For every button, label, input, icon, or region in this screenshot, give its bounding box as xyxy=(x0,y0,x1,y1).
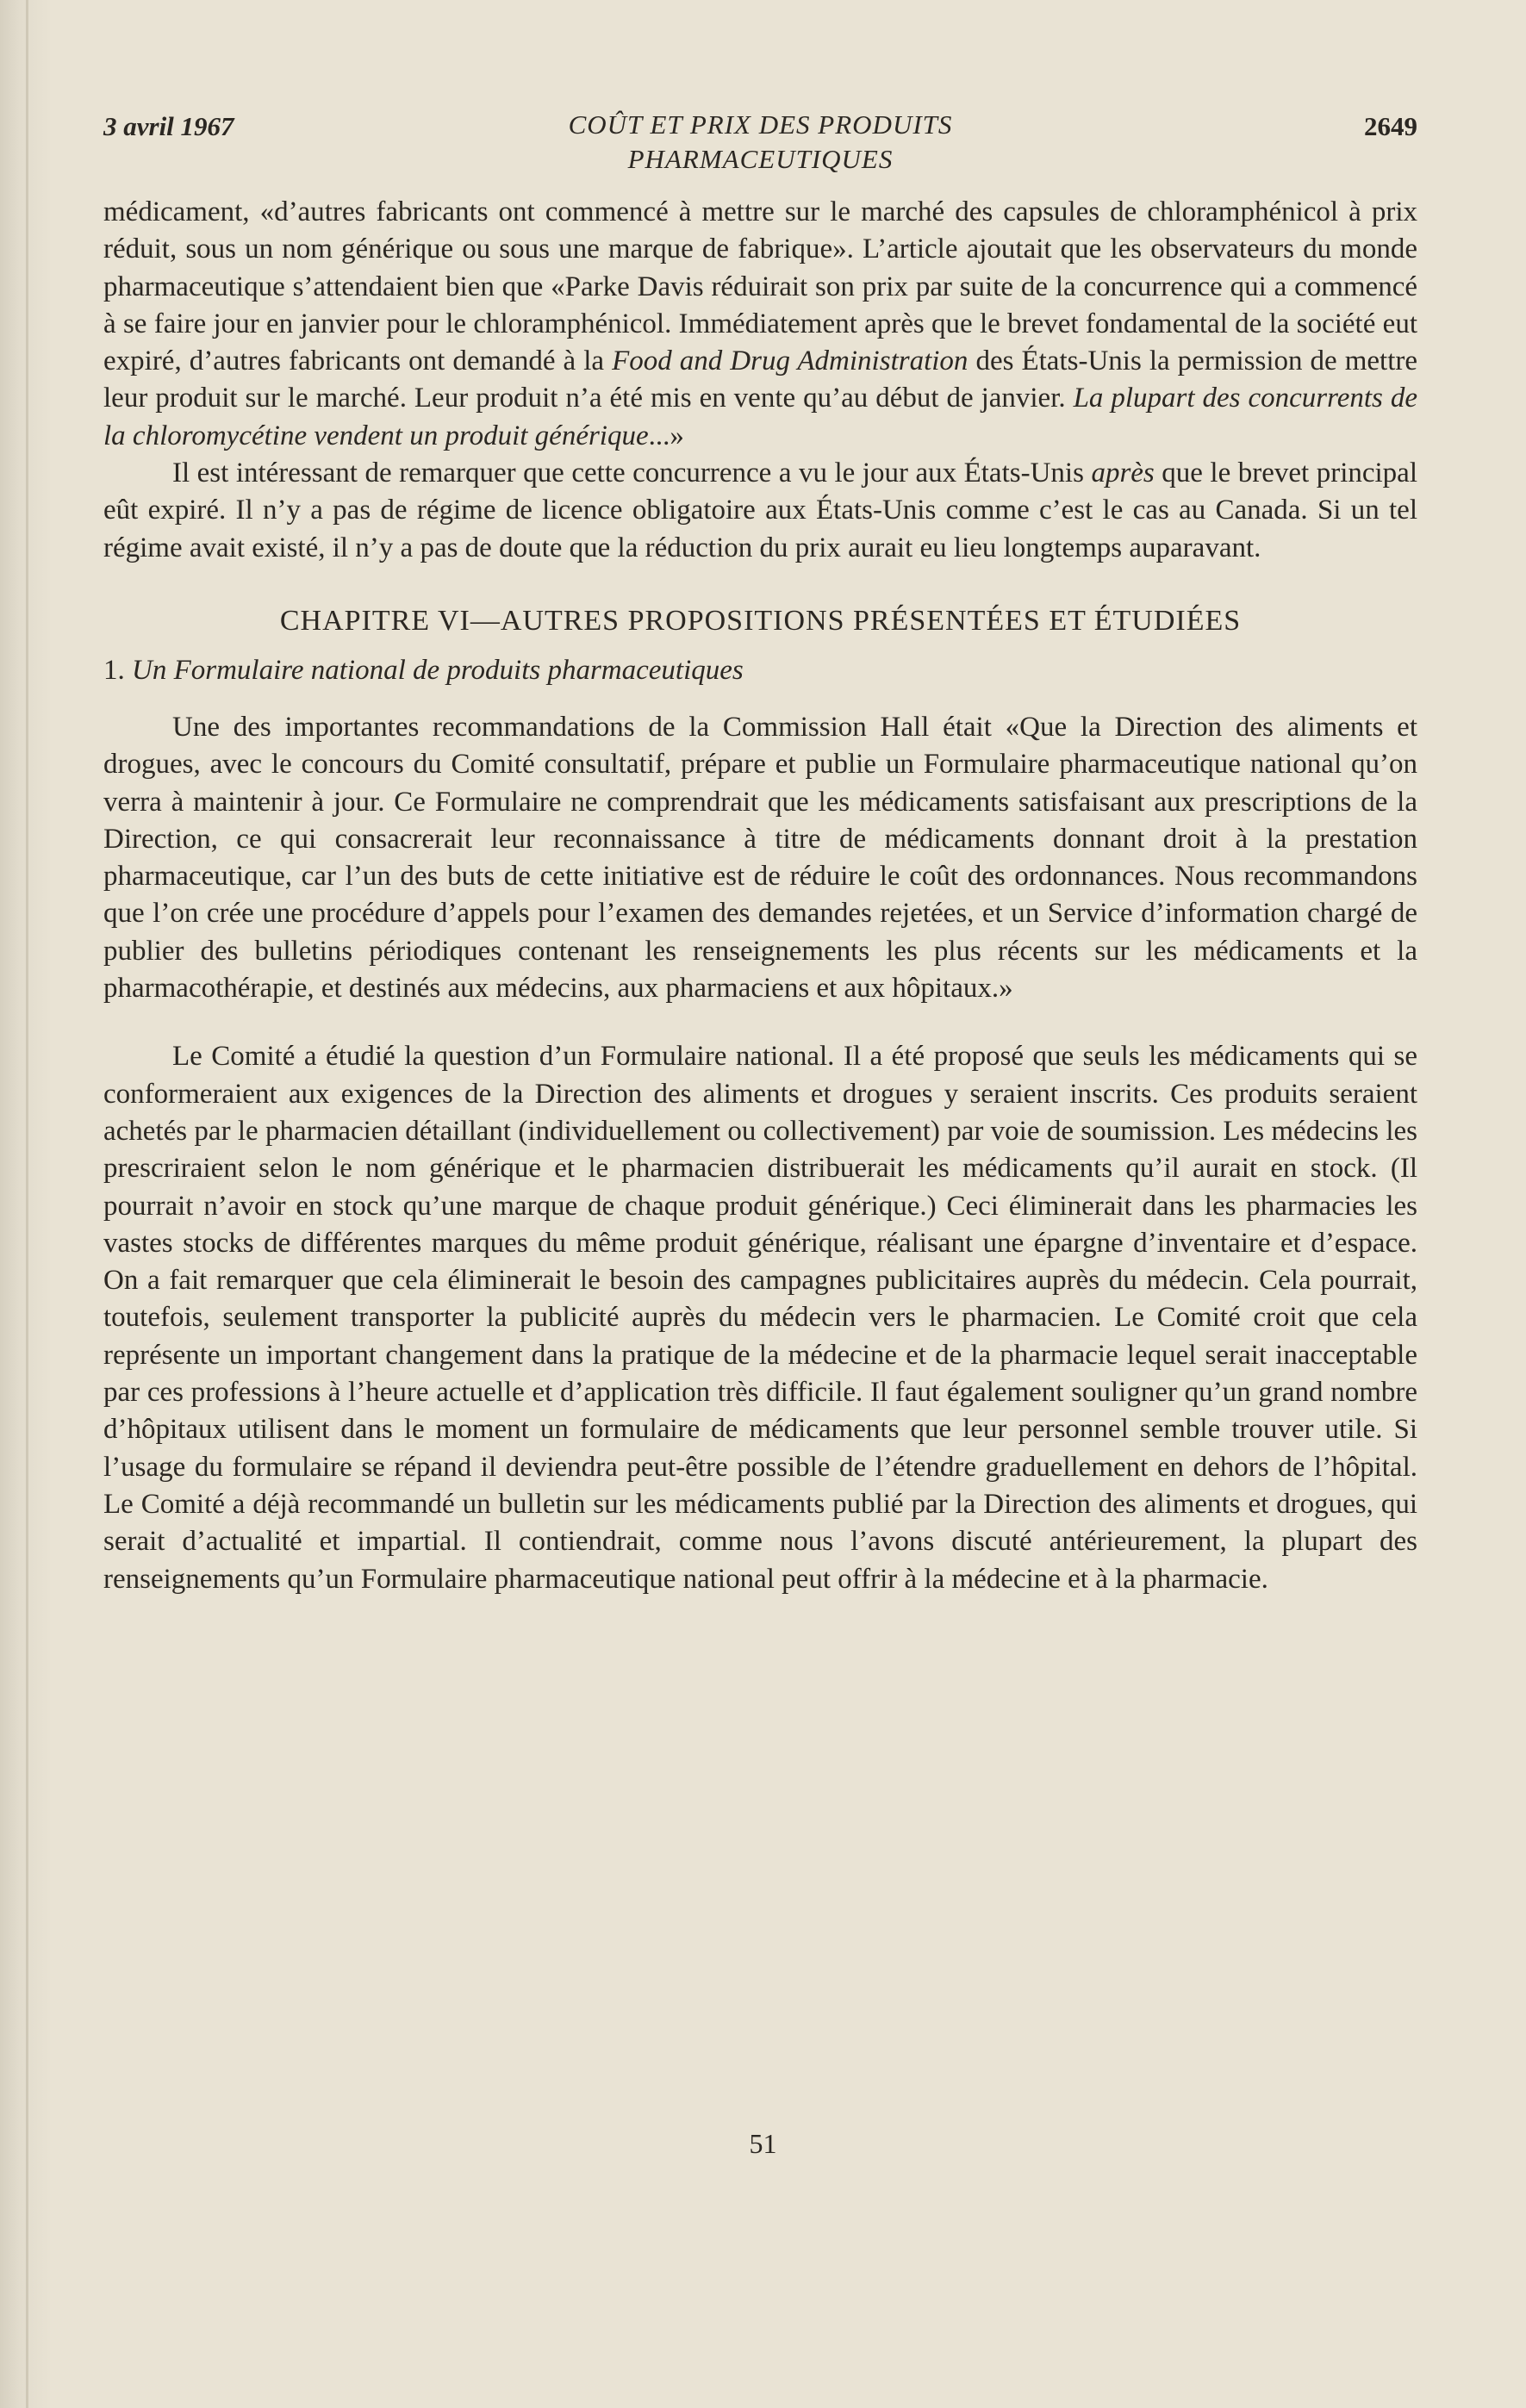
running-header xyxy=(103,99,1417,194)
header-title-line1: COÛT ET PRIX DES PRODUITS xyxy=(568,109,953,140)
binding-shadow-line xyxy=(26,0,28,2408)
paragraph-1-part-c: des États-Unis la permission de mettre leur produit sur le marché. Leur produit n’a été mis en vente qu’au début de janvier. xyxy=(103,345,1417,414)
page-binding-edge xyxy=(0,0,50,2408)
header-date: 3 avril 1967 xyxy=(103,111,234,141)
section-heading xyxy=(103,655,1417,687)
paragraph-1 xyxy=(103,194,1417,455)
header-title-line2: PHARMACEUTIQUES xyxy=(627,144,894,174)
paragraph-1-italic-fda: Food and Drug Administration xyxy=(612,345,969,377)
footer-page-number: 51 xyxy=(749,2128,777,2159)
paragraph-2-part-a: Il est intéressant de remarquer que cette concurrence a vu le jour aux États-Unis xyxy=(172,457,1092,489)
body-text xyxy=(103,194,1417,1598)
paragraph-1-part-e: ...» xyxy=(648,420,684,451)
paragraph-1-italic-quote: La plupart des concurrents de la chloromycétine vendent un produit générique xyxy=(103,383,1417,451)
section-title: Un Formulaire national de produits pharmaceutiques xyxy=(132,654,744,686)
paragraph-1-part-a: médicament, «d’autres fabricants ont commencé à mettre sur le marché des capsules de chloramphénicol à prix réduit, sous un nom générique ou sous une marque de fabrique». L’article ajoutait que les observateurs du monde pharmaceutique s’attendaient bien que «Parke Davis réduirait son prix par suite de la concurrence qui a commencé à se faire jour en janvier pour le chloramphénicol. Immédiatement après que le brevet fondamental de la société eut expiré, d’autres fabricants ont demandé à la xyxy=(103,196,1417,377)
paragraph-3: Une des importantes recommandations de la Commission Hall était «Que la Direction des aliments et drogues, avec le concours du Comité consultatif, prépare et publie un Formulaire pharmaceutique national qu’on verra à maintenir à jour. Ce Formulaire ne comprendrait que les médicaments satisfaisant aux prescriptions de la Direction, ce qui consacrerait leur reconnaissance à titre de médicaments donnant droit à la prestation pharmaceutique, car l’un des buts de cette initiative est de réduire le coût des ordonnances. Nous recommandons que l’on crée une procédure d’appels pour l’examen des demandes rejetées, et un Service d’information chargé de publier des bulletins périodiques contenant les renseignements les plus récents sur les médicaments et la pharmacothérapie, et destinés aux médecins, aux pharmaciens et aux hôpitaux.» xyxy=(103,711,1417,1005)
section-number: 1. xyxy=(103,654,125,686)
paragraph-4: Le Comité a étudié la question d’un Formulaire national. Il a été proposé que seuls les médicaments qui se conformeraient aux exigences de la Direction des aliments et drogues y seraient inscrits. Ces produits seraient achetés par le pharmacien détaillant (individuellement ou collectivement) par voie de soumission. Les médecins les prescriraient selon le nom générique et le pharmacien distribuerait les médicaments qu’il aurait en stock. (Il pourrait n’avoir en stock qu’une marque de chaque produit générique.) Ceci éliminerait dans les pharmacies les vastes stocks de différentes marques du même produit générique, réalisant une épargne d’inventaire et d’espace. On a fait remarquer que cela éliminerait le besoin des campagnes publicitaires auprès du médecin. Cela pourrait, toutefois, seulement transporter la publicité auprès du médecin vers le pharmacien. Le Comité croit que cela représente un important changement dans la pratique de la médecine et de la pharmacie lequel serait inacceptable par ces professions à l’heure actuelle et d’application très difficile. Il faut également souligner qu’un grand nombre d’hôpitaux utilisent dans le moment un formulaire de médicaments que leur personnel semble trouver utile. Si l’usage du formulaire se répand il deviendra peut-être possible de l’étendre graduellement en dehors de l’hôpital. Le Comité a déjà recommandé un bulletin sur les médicaments publié par la Direction des aliments et drogues, qui serait d’actualité et impartial. Il contiendrait, comme nous l’avons discuté antérieurement, la plupart des renseignements qu’un Formulaire pharmaceutique national peut offrir à la médecine et à la pharmacie. xyxy=(103,1041,1417,1595)
document-page xyxy=(103,99,1417,1598)
header-title xyxy=(103,108,1417,177)
paragraph-2 xyxy=(103,455,1417,567)
paragraph-2-italic: après xyxy=(1091,457,1155,489)
chapter-heading: CHAPITRE VI—AUTRES PROPOSITIONS PRÉSENTÉES ET ÉTUDIÉES xyxy=(279,604,1242,637)
header-page-number: 2649 xyxy=(1364,111,1417,141)
paragraph-2-part-c: que le brevet principal eût expiré. Il n’y a pas de régime de licence obligatoire aux États-Unis comme c’est le cas au Canada. Si un tel régime avait existé, il n’y a pas de doute que la réduction du prix aurait eu lieu longtemps auparavant. xyxy=(103,457,1417,563)
